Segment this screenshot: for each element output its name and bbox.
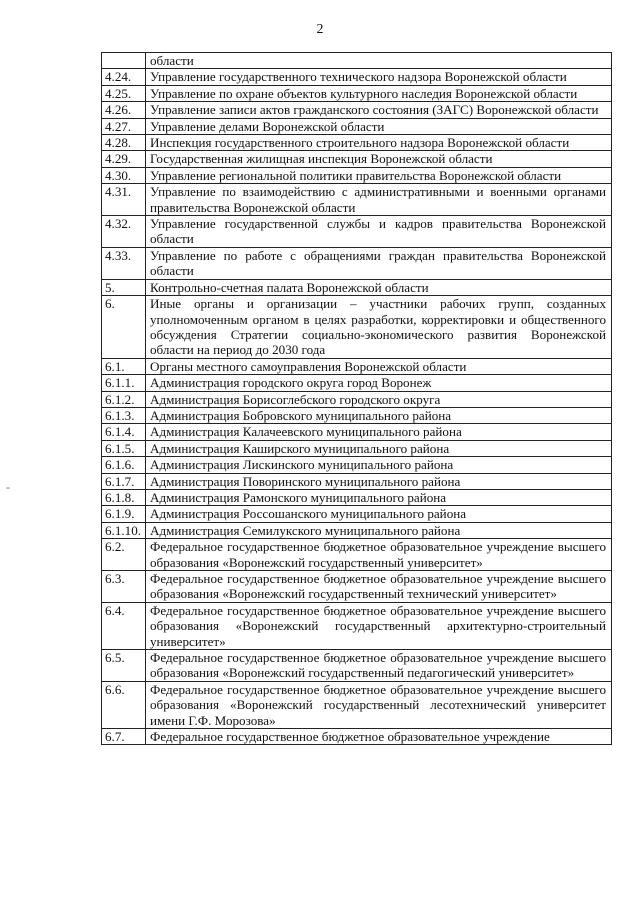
row-text: Администрация Россошанского муниципального района (146, 506, 612, 522)
row-number: 6.1.5. (102, 440, 146, 456)
row-number: 4.24. (102, 69, 146, 85)
row-number: 4.28. (102, 135, 146, 151)
table-row (102, 118, 612, 134)
table-row (102, 729, 612, 745)
row-text: Администрация Рамонского муниципального района (146, 489, 612, 505)
row-number: 6.3. (102, 571, 146, 603)
row-text: Администрация Лискинского муниципального района (146, 457, 612, 473)
row-text: Федеральное государственное бюджетное образовательное учреждение (146, 729, 612, 745)
row-number: 6.1.1. (102, 375, 146, 391)
row-number: 6.2. (102, 539, 146, 571)
row-number: 6.1.8. (102, 489, 146, 505)
table-row (102, 69, 612, 85)
row-text: Управление государственной службы и кадров правительства Воронежской области (146, 216, 612, 248)
row-text: Федеральное государственное бюджетное образовательное учреждение высшего образования «Воронежский государственный университет» (146, 539, 612, 571)
row-number: 4.31. (102, 184, 146, 216)
table-row (102, 135, 612, 151)
row-text: Управление государственного технического надзора Воронежской области (146, 69, 612, 85)
row-text: Администрация Каширского муниципального района (146, 440, 612, 456)
table-row (102, 296, 612, 359)
page-number: 2 (316, 22, 324, 37)
row-text: Администрация городского округа город Воронеж (146, 375, 612, 391)
table-row (102, 440, 612, 456)
row-number: 4.27. (102, 118, 146, 134)
table-row (102, 216, 612, 248)
table-row (102, 358, 612, 374)
row-text: Государственная жилищная инспекция Воронежской области (146, 151, 612, 167)
table-row (102, 457, 612, 473)
row-text: Управление по охране объектов культурного наследия Воронежской области (146, 85, 612, 101)
row-text: Федеральное государственное бюджетное образовательное учреждение высшего образования «Воронежский государственный лесотехнический университет имени Г.Ф. Морозова» (146, 681, 612, 728)
row-text: Иные органы и организации – участники рабочих групп, созданных уполномоченным органом в целях разработки, корректировки и общественного обсуждения Стратегии социально-экономического развития Воронежской области на период до 2030 года (146, 296, 612, 359)
table-row (102, 184, 612, 216)
row-number: 6.4. (102, 602, 146, 649)
margin-mark: - (6, 480, 10, 494)
table-row (102, 602, 612, 649)
table-row (102, 151, 612, 167)
row-text: Контрольно-счетная палата Воронежской области (146, 279, 612, 295)
row-text: Администрация Семилукского муниципального района (146, 522, 612, 538)
row-text: Управление региональной политики правительства Воронежской области (146, 167, 612, 183)
table-row (102, 506, 612, 522)
table-row (102, 102, 612, 118)
table-row (102, 53, 612, 69)
row-text: Управление по взаимодействию с административными и военными органами правительства Воронежской области (146, 184, 612, 216)
row-text: Федеральное государственное бюджетное образовательное учреждение высшего образования «Воронежский государственный педагогический университет» (146, 650, 612, 682)
table-row (102, 375, 612, 391)
row-text: Администрация Борисоглебского городского округа (146, 391, 612, 407)
organizations-table (101, 52, 612, 745)
table-row (102, 424, 612, 440)
row-number: 4.30. (102, 167, 146, 183)
table-row (102, 650, 612, 682)
row-text: Инспекция государственного строительного надзора Воронежской области (146, 135, 612, 151)
row-number: 6.1.7. (102, 473, 146, 489)
row-text: Органы местного самоуправления Воронежской области (146, 358, 612, 374)
table-row (102, 539, 612, 571)
row-number: 6.1.6. (102, 457, 146, 473)
row-text: Федеральное государственное бюджетное образовательное учреждение высшего образования «Воронежский государственный архитектурно-строительный университет» (146, 602, 612, 649)
row-text: Управление по работе с обращениями граждан правительства Воронежской области (146, 247, 612, 279)
table-row (102, 571, 612, 603)
row-number: 5. (102, 279, 146, 295)
table-row (102, 279, 612, 295)
row-text: Администрация Поворинского муниципального района (146, 473, 612, 489)
table-row (102, 407, 612, 423)
row-number: 6. (102, 296, 146, 359)
row-number: 6.1.4. (102, 424, 146, 440)
table-row (102, 247, 612, 279)
row-number: 4.29. (102, 151, 146, 167)
row-number: 4.33. (102, 247, 146, 279)
table-row (102, 391, 612, 407)
row-text: Управление делами Воронежской области (146, 118, 612, 134)
row-number: 6.6. (102, 681, 146, 728)
row-number: 4.32. (102, 216, 146, 248)
row-text: Федеральное государственное бюджетное образовательное учреждение высшего образования «Воронежский государственный технический университет» (146, 571, 612, 603)
row-number: 6.5. (102, 650, 146, 682)
row-number: 6.1.3. (102, 407, 146, 423)
row-text: Администрация Бобровского муниципального района (146, 407, 612, 423)
row-number: 6.1.9. (102, 506, 146, 522)
row-number: 4.26. (102, 102, 146, 118)
row-text: области (146, 53, 612, 69)
row-number: 4.25. (102, 85, 146, 101)
table-row (102, 473, 612, 489)
table-row (102, 167, 612, 183)
table-row (102, 489, 612, 505)
row-number: 6.1.10. (102, 522, 146, 538)
row-number: 6.1.2. (102, 391, 146, 407)
table-row (102, 85, 612, 101)
row-text: Администрация Калачеевского муниципального района (146, 424, 612, 440)
row-number: 6.1. (102, 358, 146, 374)
row-number (102, 53, 146, 69)
table-row (102, 522, 612, 538)
table-row (102, 681, 612, 728)
row-number: 6.7. (102, 729, 146, 745)
row-text: Управление записи актов гражданского состояния (ЗАГС) Воронежской области (146, 102, 612, 118)
